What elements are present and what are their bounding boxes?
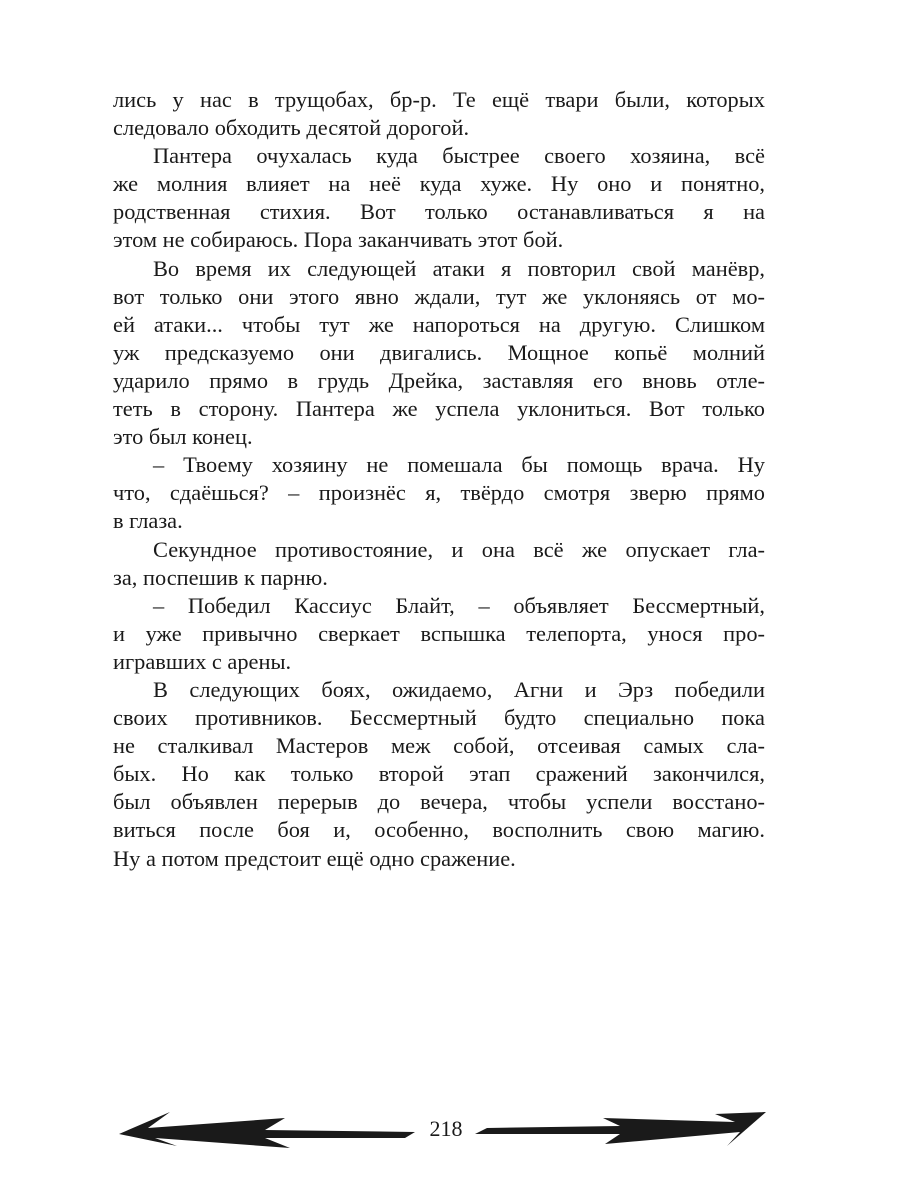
text-line: и уже привычно сверкает вспышка телепорта, унося про-: [113, 620, 765, 646]
text-line: вот только они этого явно ждали, тут же уклоняясь от мо-: [113, 283, 765, 309]
paragraph: [113, 592, 765, 676]
paragraph: [113, 676, 765, 873]
text-line: это был конец.: [113, 424, 253, 450]
text-line: за, поспешив к парню.: [113, 564, 328, 590]
text-line: же молния влияет на неё куда хуже. Ну оно и понятно,: [113, 171, 765, 197]
text-line: своих противников. Бессмертный будто специально пока: [113, 705, 765, 731]
text-line: лись у нас в трущобах, бр-р. Те ещё твари были, которых: [113, 87, 765, 112]
paragraph: [113, 536, 765, 592]
text-line: уж предсказуемо они двигались. Мощное копьё молний: [113, 339, 765, 365]
body-text: [113, 86, 765, 873]
text-line: что, сдаёшься? – произнёс я, твёрдо смотря зверю прямо: [113, 480, 765, 506]
text-line: родственная стихия. Вот только останавливаться я на: [113, 199, 765, 225]
paragraph: [113, 86, 765, 142]
page-number: 218: [422, 1117, 470, 1141]
text-line: виться после боя и, особенно, восполнить свою магию.: [113, 817, 765, 843]
text-line: – Победил Кассиус Блайт, – объявляет Бессмертный,: [153, 592, 765, 618]
text-line: Ну а потом предстоит ещё одно сражение.: [113, 845, 516, 871]
text-line: следовало обходить десятой дорогой.: [113, 115, 470, 141]
paragraph: [113, 451, 765, 535]
right-bolt-icon: [475, 1112, 766, 1146]
text-line: Пантера очухалась куда быстрее своего хозяина, всё: [153, 143, 765, 169]
text-line: Секундное противостояние, и она всё же опускает гла-: [153, 536, 765, 562]
text-line: В следующих боях, ожидаемо, Агни и Эрз победили: [153, 676, 765, 702]
left-bolt-icon: [119, 1112, 415, 1148]
text-line: ей атаки... чтобы тут же напороться на другую. Слишком: [113, 311, 765, 337]
text-line: – Твоему хозяину не помешала бы помощь врача. Ну: [153, 452, 765, 478]
page-footer: [115, 1110, 770, 1150]
text-line: бых. Но как только второй этап сражений закончился,: [113, 761, 765, 787]
text-line: этом не собираюсь. Пора заканчивать этот бой.: [113, 227, 564, 253]
text-line: ударило прямо в грудь Дрейка, заставляя его вновь отле-: [113, 367, 765, 393]
text-line: в глаза.: [113, 508, 183, 534]
text-line: не сталкивал Мастеров меж собой, отсеивая самых сла-: [113, 733, 765, 759]
paragraph: [113, 255, 765, 452]
text-line: теть в сторону. Пантера же успела уклониться. Вот только: [113, 396, 765, 422]
text-line: был объявлен перерыв до вечера, чтобы успели восстано-: [113, 789, 765, 815]
text-line: игравших с арены.: [113, 648, 292, 674]
paragraph: [113, 142, 765, 254]
text-line: Во время их следующей атаки я повторил свой манёвр,: [153, 255, 765, 281]
